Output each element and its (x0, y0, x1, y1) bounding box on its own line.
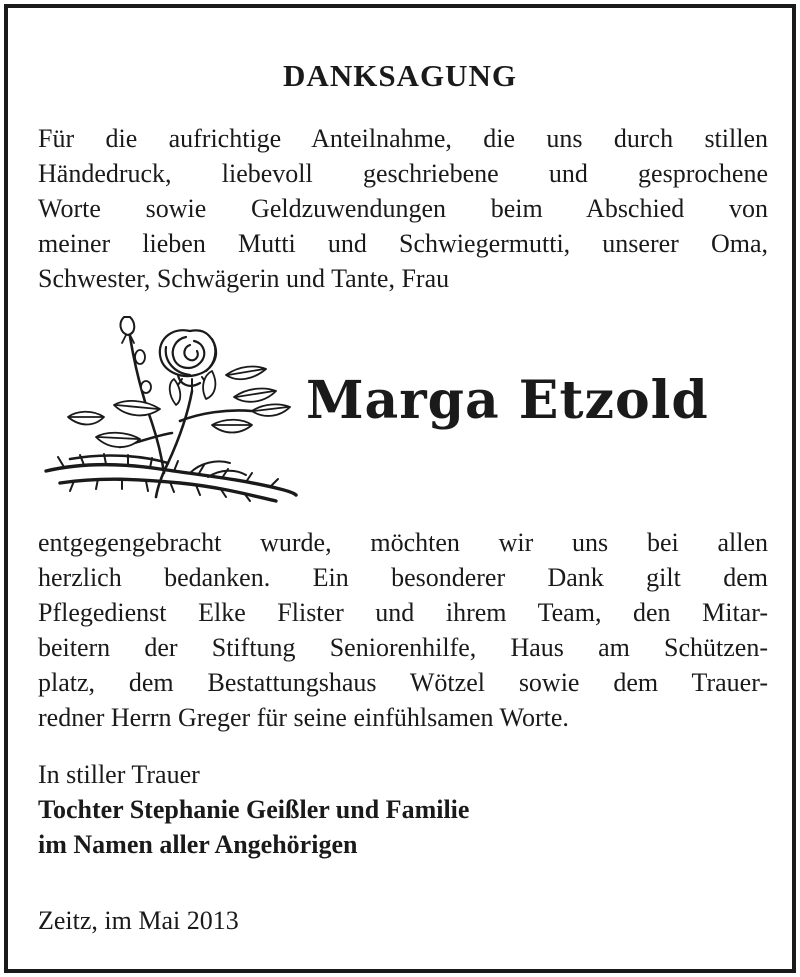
intro-line: meiner lieben Mutti und Schwiegermutti, unserer Oma, (38, 229, 768, 258)
mourning-line: In stiller Trauer (38, 760, 200, 789)
thanks-line: beitern der Stiftung Seniorenhilfe, Haus am Schützen- (38, 633, 768, 662)
thanks-line: platz, dem Bestattungshaus Wötzel sowie dem Trauer- (38, 668, 768, 697)
intro-line: Schwester, Schwägerin und Tante, Frau (38, 264, 450, 293)
intro-line: Worte sowie Geldzuwendungen beim Abschied von (38, 194, 768, 223)
thanks-line: Pflegedienst Elke Flister und ihrem Team, den Mitar- (38, 598, 768, 627)
intro-paragraph (38, 121, 768, 296)
notice-heading: DANKSAGUNG (283, 58, 517, 93)
deceased-name: Marga Etzold (306, 370, 709, 431)
intro-line: Für die aufrichtige Anteilnahme, die uns durch stillen (38, 124, 768, 153)
family-line: Tochter Stephanie Geißler und Familie (38, 795, 470, 824)
signoff-block (38, 757, 768, 862)
rose-icon (40, 313, 298, 505)
family-line: im Namen aller Angehörigen (38, 830, 358, 859)
thanks-line: entgegengebracht wurde, möchten wir uns bei allen (38, 528, 768, 557)
thanks-line: redner Herrn Greger für seine einfühlsamen Worte. (38, 703, 569, 732)
thanks-paragraph (38, 525, 768, 735)
intro-line: Händedruck, liebevoll geschriebene und gesprochene (38, 159, 768, 188)
thanks-line: herzlich bedanken. Ein besonderer Dank gilt dem (38, 563, 768, 592)
notice-frame (4, 4, 796, 973)
place-date: Zeitz, im Mai 2013 (38, 906, 239, 935)
